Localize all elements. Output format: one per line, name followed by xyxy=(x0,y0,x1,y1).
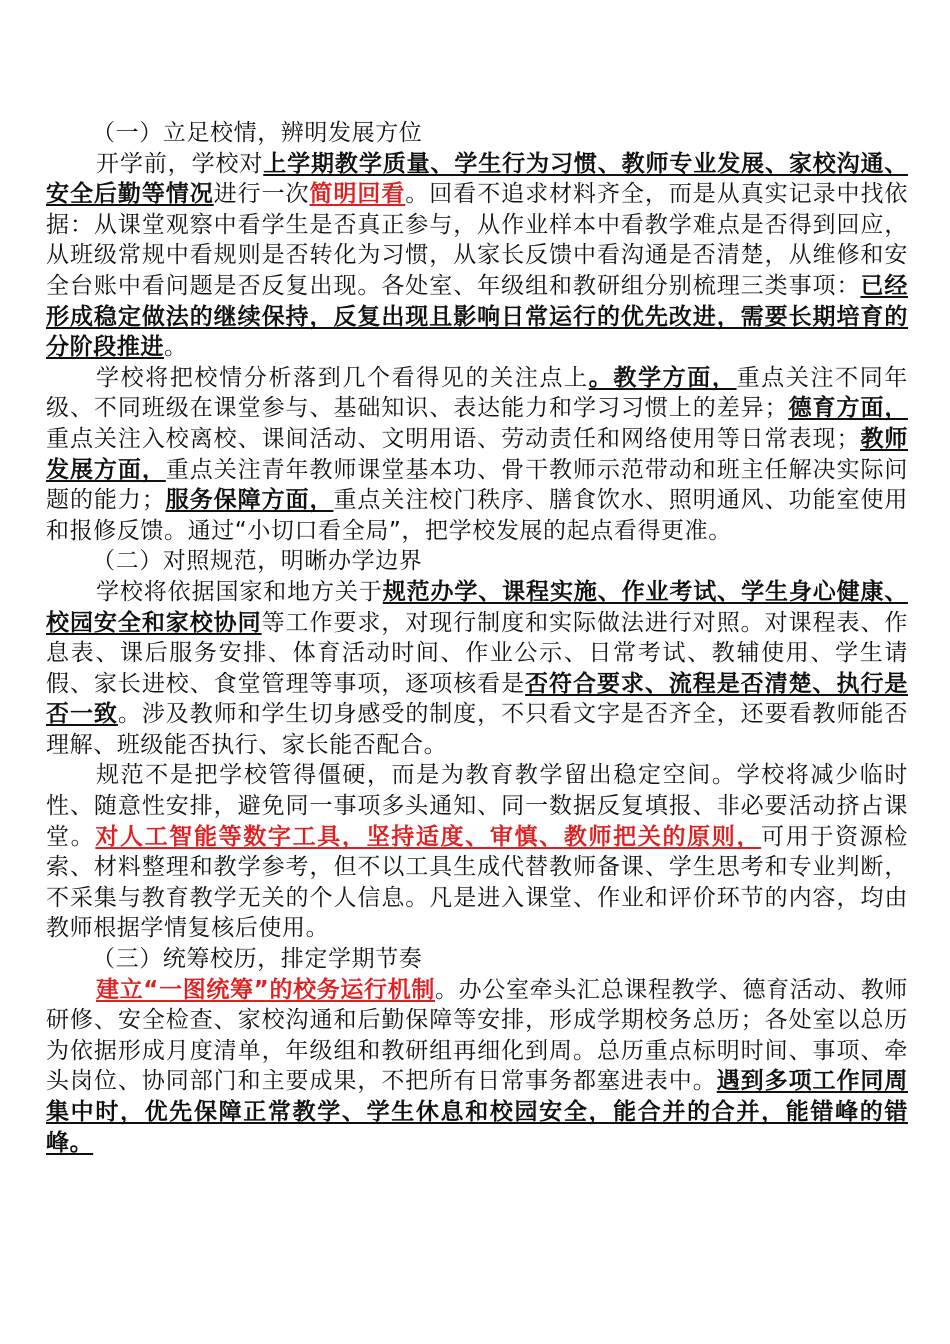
text-run: 学校将把校情分析落到几个看得见的关注点上 xyxy=(96,364,589,391)
text-run: 等工作要求，对现行制度和实际做法进行对照。对课程表、作息表、课后服务安排、体育活动时间、作业公示、日常考试、教辅使用、学生请假、家长进校、食堂管理等事项，逐项核看是 xyxy=(46,609,908,697)
text-run: 可用于资源检索、材料整理和教学参考，但不以工具生成代替教师备课、学生思考和专业判断，不采集与教育教学无关的个人信息。凡是进入课堂、作业和评价环节的内容，均由教师根据学情复核后使用。 xyxy=(46,823,909,942)
text-run: 重点关注校门秩序、膳食饮水、照明通风、功能室使用和报修反馈。通过“小切口看全局”，把学校发展的起点看得更准。 xyxy=(46,487,909,544)
red-emphasis-run: 简明回看 xyxy=(309,181,406,208)
text-run: 开学前，学校对 xyxy=(96,150,264,177)
text-run: 。涉及教师和学生切身感受的制度，不只看文字是否齐全，还要看教师能否理解、班级能否执行、家长能否配合。 xyxy=(46,701,908,758)
section-3-paragraph-1 xyxy=(46,975,908,1159)
text-run: 重点关注入校离校、课间活动、文明用语、劳动责任和网络使用等日常表现； xyxy=(46,425,861,452)
text-run: 重点关注不同年级、不同班级在课堂参与、基础知识、表达能力和学习习惯上的差异； xyxy=(46,364,909,422)
document-body xyxy=(46,118,908,1158)
text-run: 重点关注青年教师课堂基本功、骨干教师示范带动和班主任解决实际问题的能力； xyxy=(46,456,909,514)
red-emphasis-run: 对人工智能等数字工具，坚持适度、审慎、教师把关的原则， xyxy=(95,823,762,850)
text-run: 。 xyxy=(164,334,188,361)
text-run: 。回看不追求材料齐全，而是从真实记录中找依据：从课堂观察中看学生是否真正参与，从作业样本中看教学难点是否得到回应，从班级常规中看规则是否转化为习惯，从家长反馈中看沟通是否清楚，从维修和安全台账中看问题是否反复出现。各处室、年级组和教研组分别梳理三类事项： xyxy=(46,181,909,299)
text-run: 。办公室牵头汇总课程教学、德育活动、教师研修、安全检查、家校沟通和后勤保障等安排，形成学期校务总历；各处室以总历为依据形成月度清单，年级组和教研组再细化到周。总历重点标明时间、事项、牵头岗位、协同部门和主要成果，不把所有日常事务都塞进表中。 xyxy=(46,976,909,1095)
section-1-heading: （一）立足校情，辨明发展方位 xyxy=(92,120,423,146)
text-run: 规范不是把学校管得僵硬，而是为教育教学留出稳定空间。学校将减少临时性、随意性安排，避免同一事项多头通知、同一数据反复填报、非必要活动挤占课堂。 xyxy=(46,762,908,850)
emphasis-run: 服务保障方面， xyxy=(165,487,334,514)
emphasis-run: 德育方面， xyxy=(788,395,909,422)
section-1-paragraph-1 xyxy=(46,149,908,363)
section-1-paragraph-2 xyxy=(46,363,908,547)
section-2-heading: （二）对照规范，明晰办学边界 xyxy=(92,548,423,575)
emphasis-run: 遇到多项工作同周集中时，优先保障正常教学、学生休息和校园安全，能合并的合并，能错峰的错峰。 xyxy=(46,1068,908,1156)
emphasis-run: 。教学方面， xyxy=(588,364,737,391)
emphasis-run: 上学期教学质量、学生行为习惯、教师专业发展、家校沟通、安全后勤等情况 xyxy=(46,150,909,208)
text-run: 学校将依据国家和地方关于 xyxy=(96,578,383,605)
emphasis-run: 已经形成稳定做法的继续保持，反复出现且影响日常运行的优先改进，需要长期培育的分阶段推进 xyxy=(46,272,908,361)
emphasis-run: 教师发展方面， xyxy=(46,425,909,483)
text-run: 进行一次 xyxy=(213,181,310,208)
section-2-paragraph-1 xyxy=(46,577,908,761)
section-2-paragraph-2 xyxy=(46,760,908,944)
emphasis-run: 否符合要求、流程是否清楚、执行是否一致 xyxy=(46,670,909,728)
section-3-heading: （三）统筹校历，排定学期节奏 xyxy=(92,946,423,973)
red-emphasis-run: 建立“一图统筹”的校务运行机制 xyxy=(96,976,436,1003)
emphasis-run: 规范办学、课程实施、作业考试、学生身心健康、校园安全和家校协同 xyxy=(46,578,909,636)
